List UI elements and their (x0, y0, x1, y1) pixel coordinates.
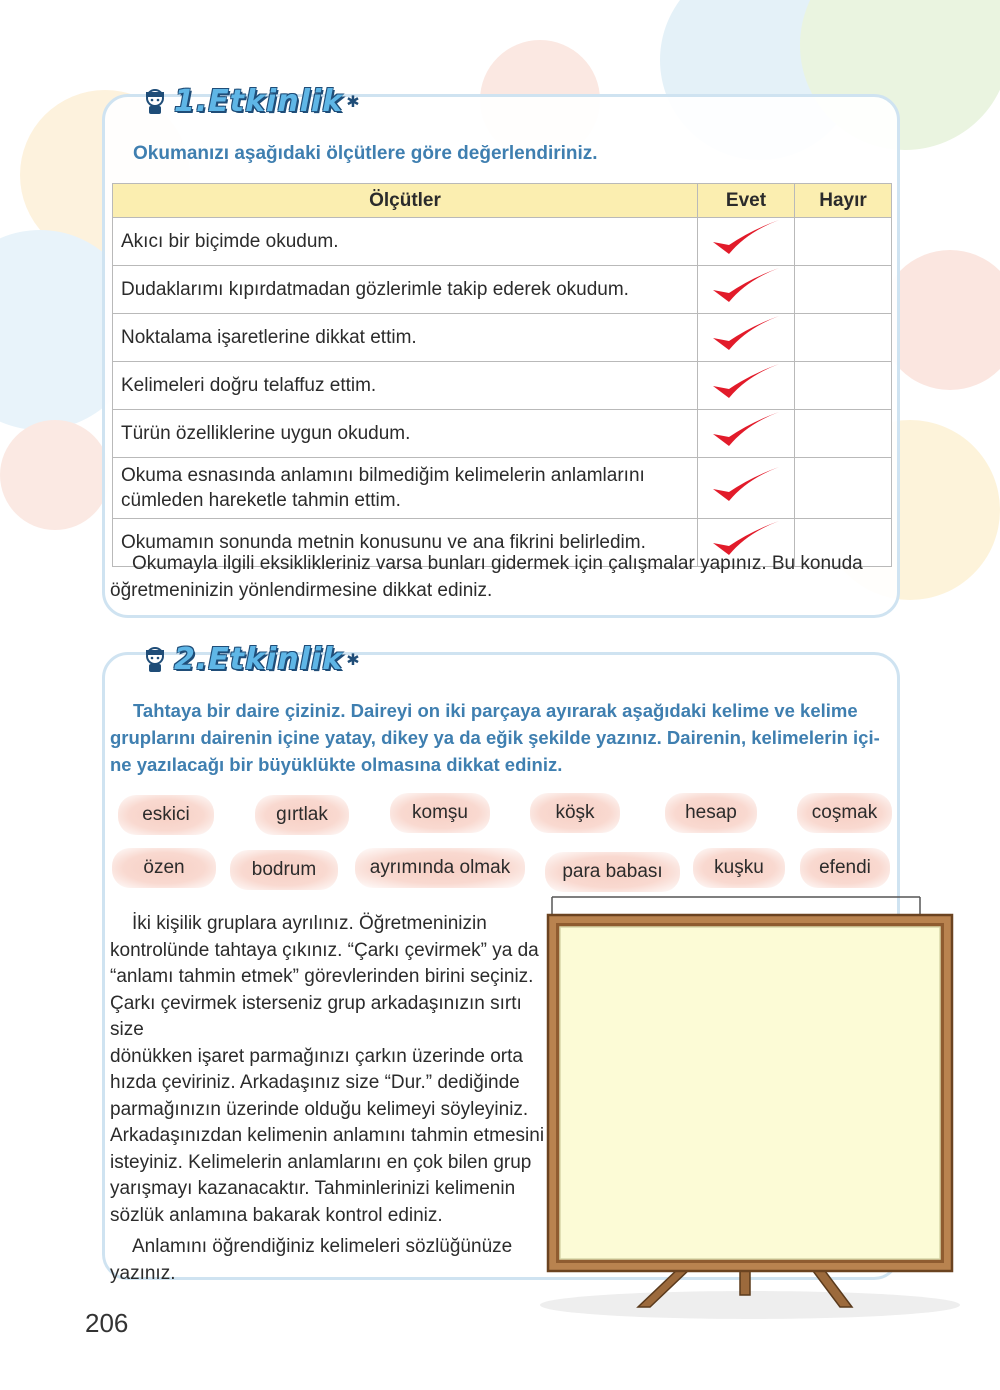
paragraph-line: yarışmayı kazanacaktır. Tahminlerinizi kelimenin (110, 1178, 516, 1199)
star-icon: ✱ (346, 650, 361, 669)
paragraph-line: Anlamını öğrendiğiniz kelimeleri sözlüğünüze (132, 1236, 513, 1257)
criterion-text: Dudaklarımı kıpırdatmadan gözlerimle takip ederek okudum. (113, 266, 698, 314)
paragraph-line: isteyiniz. Kelimelerin anlamlarını en çok bilen grup (110, 1151, 532, 1173)
no-cell[interactable] (795, 266, 892, 314)
pencil-mascot-icon (140, 87, 170, 117)
checkmark-icon (707, 266, 785, 306)
yes-cell[interactable] (698, 266, 795, 314)
instruction-line: gruplarını dairenin içine yatay, dikey ya da eğik şekilde yazınız. Dairenin, kelimelerin içi- (110, 727, 880, 748)
paragraph-line: dönükken işaret parmağınızı çarkın üzerinde orta (110, 1045, 523, 1067)
activity-1-title: 1.Etkinlik ✱ (140, 84, 361, 119)
criterion-text: Türün özelliklerine uygun okudum. (113, 410, 698, 458)
page-number: 206 (85, 1308, 129, 1338)
checkmark-icon (707, 218, 785, 258)
word-chip: ayrımında olmak (355, 848, 525, 888)
paragraph-line: İki kişilik gruplara ayrılınız. Öğretmeninizin (132, 913, 487, 934)
word-chip: köşk (530, 793, 620, 833)
no-cell[interactable] (795, 410, 892, 458)
criterion-text: Okumamın sonunda metnin konusunu ve ana fikrini belirledim. (113, 519, 698, 567)
paragraph-line: parmağınızın üzerinde olduğu kelimeyi söyleyiniz. (110, 1098, 529, 1120)
paragraph-line: hızda çeviriniz. Arkadaşınız size “Dur.” dediğinde (110, 1072, 520, 1093)
criterion-text: Akıcı bir biçimde okudum. (113, 218, 698, 266)
word-chip: komşu (390, 793, 490, 833)
paragraph-line: Arkadaşınızdan kelimenin anlamını tahmin etmesini (110, 1125, 545, 1146)
pencil-mascot-icon (140, 645, 170, 675)
criterion-text (113, 458, 698, 519)
header-yes: Evet (698, 184, 795, 218)
word-chip: eskici (118, 795, 214, 835)
instruction-line: Tahtaya bir daire çiziniz. Daireyi on iki parçaya ayırarak aşağıdaki kelime ve kelime (133, 700, 858, 721)
activity-2-instruction (110, 697, 895, 778)
star-icon: ✱ (346, 92, 361, 111)
criterion-text-line: cümleden hareketle tahmin ettim. (121, 490, 401, 511)
paragraph-line: yazınız. (110, 1262, 176, 1284)
word-chip: bodrum (230, 850, 338, 890)
criterion-text: Kelimeleri doğru telaffuz ettim. (113, 362, 698, 410)
footer-line: Okumayla ilgili eksiklikleriniz varsa bunları gidermek için çalışmalar yapınız. Bu konuda (132, 553, 863, 574)
word-chip: coşmak (797, 793, 892, 833)
table-row (113, 314, 892, 362)
no-cell[interactable] (795, 314, 892, 362)
yes-cell[interactable] (698, 314, 795, 362)
criteria-table (112, 183, 892, 567)
paragraph-line: sözlük anlamına bakarak kontrol ediniz. (110, 1204, 443, 1226)
yes-cell[interactable] (698, 410, 795, 458)
table-row (113, 458, 892, 519)
no-cell[interactable] (795, 458, 892, 519)
checkmark-icon (707, 314, 785, 354)
word-chip: gırtlak (255, 795, 349, 835)
word-chip: para babası (545, 852, 680, 892)
yes-cell[interactable] (698, 362, 795, 410)
activity-1-instruction: Okumanızı aşağıdaki ölçütlere göre değerlendiriniz. (133, 143, 598, 164)
checkmark-icon (707, 362, 785, 402)
paragraph-line: Çarkı çevirmek isterseniz grup arkadaşınızın sırtı size (110, 992, 522, 1040)
header-criteria: Ölçütler (113, 184, 698, 218)
word-chip: özen (112, 848, 216, 888)
word-chip: efendi (800, 848, 890, 888)
no-cell[interactable] (795, 218, 892, 266)
checkmark-icon (707, 410, 785, 450)
table-row (113, 410, 892, 458)
activity-1-footer (110, 551, 890, 604)
paragraph-line: “anlamı tahmin etmek” görevlerinden birini seçiniz. (110, 966, 534, 987)
table-row (113, 266, 892, 314)
header-no: Hayır (795, 184, 892, 218)
yes-cell[interactable] (698, 218, 795, 266)
word-chip: hesap (665, 793, 757, 833)
table-row (113, 362, 892, 410)
criterion-text: Noktalama işaretlerine dikkat ettim. (113, 314, 698, 362)
activity-2-paragraph (110, 911, 550, 1287)
word-chip: kuşku (693, 848, 785, 888)
footer-line: öğretmeninizin yönlendirmesine dikkat ediniz. (110, 579, 493, 601)
background-circle (0, 420, 110, 530)
no-cell[interactable] (795, 362, 892, 410)
checkmark-icon (707, 465, 785, 505)
paragraph-line: kontrolünde tahtaya çıkınız. “Çarkı çevirmek” ya da (110, 939, 539, 961)
table-row (113, 218, 892, 266)
instruction-line: ne yazılacağı bir büyüklükte olmasına dikkat ediniz. (110, 754, 563, 775)
activity-2-title: 2.Etkinlik ✱ (140, 642, 361, 677)
yes-cell[interactable] (698, 458, 795, 519)
board-illustration (540, 895, 960, 1320)
criterion-text-line: Okuma esnasında anlamını bilmediğim kelimelerin anlamlarını (121, 465, 645, 486)
